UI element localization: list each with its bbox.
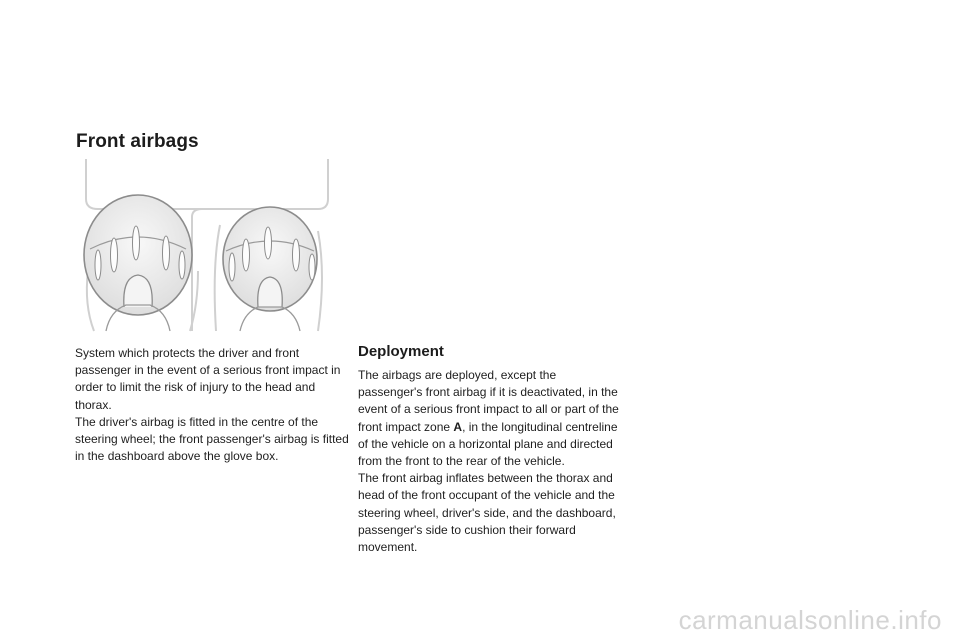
- page-title: Front airbags: [76, 131, 199, 152]
- driver-airbag: [84, 195, 192, 331]
- passenger-airbag: [223, 207, 317, 331]
- intro-paragraph: System which protects the driver and front passenger in the event of a serious front impact in order to limit the risk of injury to the head and thorax.: [75, 346, 341, 412]
- intro-text: [75, 345, 350, 465]
- watermark: carmanualsonline.info: [678, 605, 942, 635]
- deployment-paragraph: [358, 367, 620, 470]
- front-airbags-illustration: [80, 155, 336, 335]
- deployment-text-part: , in the longitudinal centreline of the vehicle on a horizontal plane and directed from the front to the rear of the vehicle.: [358, 419, 618, 469]
- deployment-paragraph: The front airbag inflates between the thorax and head of the front occupant of the vehicle and the steering wheel, driver's side, and the dashboard, passenger's side to cushion their forward movement.: [358, 471, 616, 555]
- impact-zone-label: A: [453, 419, 463, 434]
- deployment-text: [358, 367, 620, 556]
- intro-paragraph: The driver's airbag is fitted in the centre of the steering wheel; the front passenger's airbag is fitted in the dashboard above the glove box.: [75, 414, 349, 464]
- deployment-text-part: The airbags are deployed, except the passenger's front airbag if it is deactivated, in the event of a serious front impact to all or part of the front impact zone: [358, 368, 619, 434]
- deployment-heading: Deployment: [358, 343, 444, 360]
